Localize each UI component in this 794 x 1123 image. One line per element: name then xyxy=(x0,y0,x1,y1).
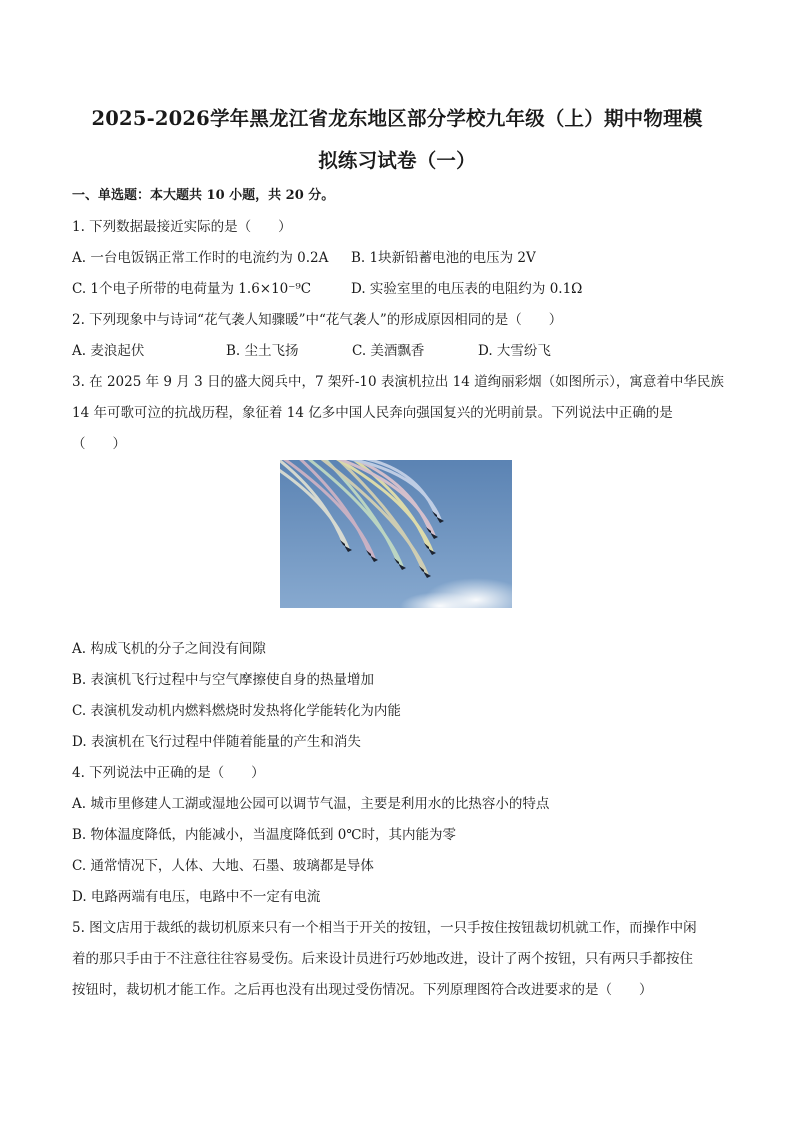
question-4-option-c: C. 通常情况下，人体、大地、石墨、玻璃都是导体 xyxy=(72,858,374,874)
question-3-stem-line3: （ ） xyxy=(72,436,126,452)
question-2-option-a: A. 麦浪起伏 xyxy=(72,343,145,359)
question-5-stem-line1: 5. 图文店用于裁纸的裁切机原来只有一个相当于开关的按钮，一只手按住按钮裁切机就工作，而操作中闲 xyxy=(72,920,697,936)
question-3-stem-line2: 14 年可歌可泣的抗战历程，象征着 14 亿多中国人民奔向强国复兴的光明前景。下列说法中正确的是 xyxy=(72,405,673,421)
airshow-photo xyxy=(280,460,512,608)
question-4-option-d: D. 电路两端有电压，电路中不一定有电流 xyxy=(72,889,321,905)
question-2-option-c: C. 美酒飘香 xyxy=(352,343,425,359)
question-4-stem: 4. 下列说法中正确的是（ ） xyxy=(72,765,265,781)
question-3-option-c: C. 表演机发动机内燃料燃烧时发热将化学能转化为内能 xyxy=(72,703,401,719)
question-3-option-b: B. 表演机飞行过程中与空气摩擦使自身的热量增加 xyxy=(72,672,375,688)
exam-title-line1: 2025-2026学年黑龙江省龙东地区部分学校九年级（上）期中物理模 xyxy=(91,107,703,130)
question-2-stem: 2. 下列现象中与诗词“花气袭人知骤暖”中“花气袭人”的形成原因相同的是（ ） xyxy=(72,312,563,328)
question-5-stem-line3: 按钮时，裁切机才能工作。之后再也没有出现过受伤情况。下列原理图符合改进要求的是（ ） xyxy=(72,982,653,998)
question-1-stem: 1. 下列数据最接近实际的是（ ） xyxy=(72,219,292,235)
airshow-illustration xyxy=(280,460,512,608)
question-1-option-d: D. 实验室里的电压表的电阻约为 0.1Ω xyxy=(351,281,583,297)
question-4-option-a: A. 城市里修建人工湖或湿地公园可以调节气温，主要是利用水的比热容小的特点 xyxy=(72,796,550,812)
question-1-option-a: A. 一台电饭锅正常工作时的电流约为 0.2A xyxy=(72,250,329,266)
question-3-option-a: A. 构成飞机的分子之间没有间隙 xyxy=(72,641,266,657)
question-1-option-b: B. 1块新铅蓄电池的电压为 2V xyxy=(351,250,536,266)
exam-title-line2: 拟练习试卷（一） xyxy=(318,149,476,172)
section-heading: 一、单选题：本大题共 10 小题，共 20 分。 xyxy=(72,188,335,203)
question-5-stem-line2: 着的那只手由于不注意往往容易受伤。后来设计员进行巧妙地改进，设计了两个按钮，只有两只手都按住 xyxy=(72,951,693,967)
question-3-option-d: D. 表演机在飞行过程中伴随着能量的产生和消失 xyxy=(72,734,361,750)
question-3-stem-line1: 3. 在 2025 年 9 月 3 日的盛大阅兵中，7 架歼-10 表演机拉出 14 道绚丽彩烟（如图所示），寓意着中华民族 xyxy=(72,374,724,390)
question-2-option-b: B. 尘土飞扬 xyxy=(226,343,299,359)
question-1-option-c: C. 1个电子所带的电荷量为 1.6×10⁻⁹C xyxy=(72,281,312,297)
question-4-option-b: B. 物体温度降低，内能减小，当温度降低到 0℃时，其内能为零 xyxy=(72,827,456,843)
question-2-option-d: D. 大雪纷飞 xyxy=(478,343,551,359)
